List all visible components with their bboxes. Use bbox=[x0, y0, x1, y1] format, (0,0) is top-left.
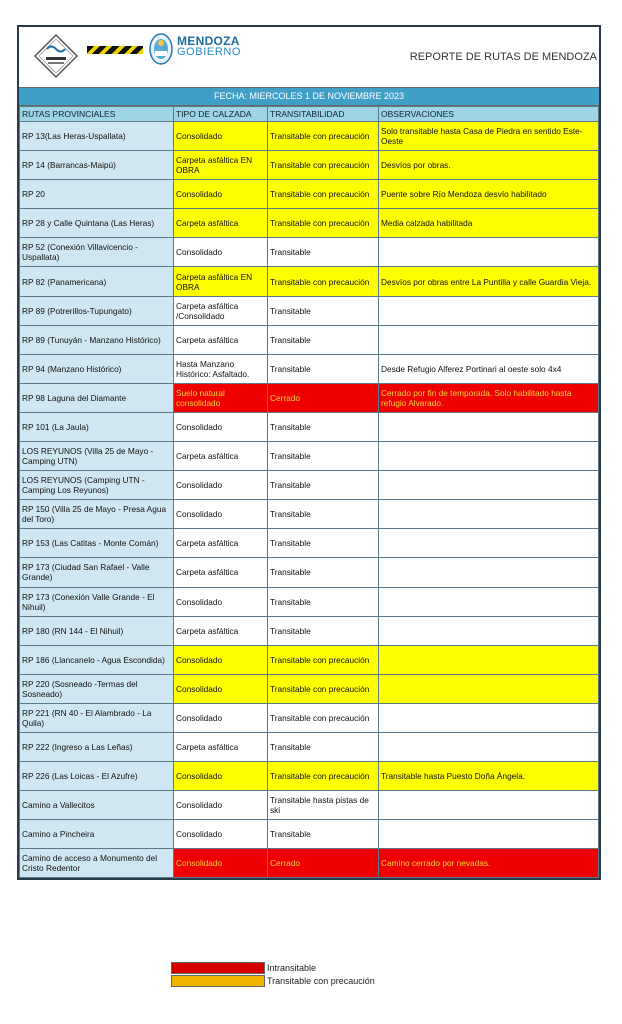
legend-item bbox=[171, 961, 375, 974]
status-cell: Cerrado bbox=[268, 383, 379, 412]
notes-cell bbox=[379, 645, 599, 674]
notes-cell bbox=[379, 558, 599, 587]
surface-cell: Consolidado bbox=[174, 645, 268, 674]
table-row bbox=[20, 558, 599, 587]
status-cell: Transitable bbox=[268, 412, 379, 441]
column-header-notes: OBSERVACIONES bbox=[379, 107, 599, 122]
legend-label: Intransitable bbox=[267, 962, 317, 973]
routes-table bbox=[19, 106, 599, 878]
surface-cell: Carpeta asfáltica /Consolidado bbox=[174, 296, 268, 325]
status-cell: Transitable bbox=[268, 732, 379, 761]
table-row bbox=[20, 762, 599, 791]
notes-cell: Desvíos por obras. bbox=[379, 151, 599, 180]
route-cell: RP 94 (Manzano Histórico) bbox=[20, 354, 174, 383]
notes-cell bbox=[379, 296, 599, 325]
brand-line-2: GOBIERNO bbox=[177, 46, 242, 58]
status-cell: Transitable hasta pistas de ski bbox=[268, 791, 379, 820]
route-cell: RP 14 (Barrancas-Maipú) bbox=[20, 151, 174, 180]
legend bbox=[171, 961, 375, 987]
table-row bbox=[20, 791, 599, 820]
status-cell: Transitable con precaución bbox=[268, 762, 379, 791]
surface-cell: Consolidado bbox=[174, 412, 268, 441]
route-cell: RP 173 (Ciudad San Rafael - Valle Grande) bbox=[20, 558, 174, 587]
status-cell: Transitable con precaución bbox=[268, 209, 379, 238]
route-cell: Camino a Pincheira bbox=[20, 820, 174, 849]
table-row bbox=[20, 267, 599, 296]
legend-item bbox=[171, 974, 375, 987]
status-cell: Transitable bbox=[268, 529, 379, 558]
table-row bbox=[20, 529, 599, 558]
surface-cell: Consolidado bbox=[174, 471, 268, 500]
column-header-status: TRANSITABILIDAD bbox=[268, 107, 379, 122]
status-cell: Transitable bbox=[268, 500, 379, 529]
surface-cell: Consolidado bbox=[174, 791, 268, 820]
status-cell: Transitable con precaución bbox=[268, 703, 379, 732]
status-cell: Transitable bbox=[268, 325, 379, 354]
table-row bbox=[20, 383, 599, 412]
mendoza-brand bbox=[177, 36, 241, 58]
notes-cell: Camino cerrado por nevadas. bbox=[379, 849, 599, 878]
route-cell: RP 221 (RN 40 - El Alambrado - La Quila) bbox=[20, 703, 174, 732]
notes-cell bbox=[379, 238, 599, 267]
notes-cell: Desvíos por obras entre La Puntilla y calle Guardia Vieja. bbox=[379, 267, 599, 296]
route-cell: RP 98 Laguna del Diamante bbox=[20, 383, 174, 412]
status-cell: Transitable con precaución bbox=[268, 267, 379, 296]
status-cell: Cerrado bbox=[268, 849, 379, 878]
surface-cell: Consolidado bbox=[174, 122, 268, 151]
surface-cell: Carpeta asfáltica EN OBRA bbox=[174, 151, 268, 180]
surface-cell: Consolidado bbox=[174, 587, 268, 616]
notes-cell: Media calzada habilitada bbox=[379, 209, 599, 238]
notes-cell bbox=[379, 442, 599, 471]
vialidad-logo-icon bbox=[33, 33, 79, 79]
route-cell: RP 150 (Villa 25 de Mayo - Presa Agua del Toro) bbox=[20, 500, 174, 529]
notes-cell: Puente sobre Río Mendoza desvío habilitado bbox=[379, 180, 599, 209]
table-row bbox=[20, 849, 599, 878]
route-cell: RP 220 (Sosneado -Termas del Sosneado) bbox=[20, 674, 174, 703]
notes-cell bbox=[379, 674, 599, 703]
route-cell: RP 20 bbox=[20, 180, 174, 209]
status-cell: Transitable con precaución bbox=[268, 122, 379, 151]
report-sheet bbox=[17, 25, 601, 880]
notes-cell: Solo transitable hasta Casa de Piedra en sentido Este-Oeste bbox=[379, 122, 599, 151]
surface-cell: Consolidado bbox=[174, 674, 268, 703]
brand-line-1: MENDOZA bbox=[177, 34, 240, 48]
route-cell: RP 153 (Las Catitas - Monte Comán) bbox=[20, 529, 174, 558]
table-row bbox=[20, 122, 599, 151]
report-header bbox=[19, 27, 599, 88]
surface-cell: Consolidado bbox=[174, 762, 268, 791]
route-cell: RP 222 (Ingreso a Las Leñas) bbox=[20, 732, 174, 761]
table-row bbox=[20, 587, 599, 616]
route-cell: RP 101 (La Jaula) bbox=[20, 412, 174, 441]
table-row bbox=[20, 500, 599, 529]
report-title: REPORTE DE RUTAS DE MENDOZA bbox=[409, 51, 597, 63]
route-cell: RP 28 y Calle Quintana (Las Heras) bbox=[20, 209, 174, 238]
route-cell: RP 89 (Potrerillos-Tupungato) bbox=[20, 296, 174, 325]
status-cell: Transitable bbox=[268, 616, 379, 645]
route-cell: RP 52 (Conexión Villavicencio - Uspallata) bbox=[20, 238, 174, 267]
table-row bbox=[20, 732, 599, 761]
column-header-route: RUTAS PROVINCIALES bbox=[20, 107, 174, 122]
surface-cell: Consolidado bbox=[174, 238, 268, 267]
surface-cell: Consolidado bbox=[174, 500, 268, 529]
table-row bbox=[20, 674, 599, 703]
notes-cell bbox=[379, 587, 599, 616]
surface-cell: Carpeta asfáltica bbox=[174, 616, 268, 645]
surface-cell: Hasta Manzano Histórico: Asfaltado. bbox=[174, 354, 268, 383]
status-cell: Transitable bbox=[268, 354, 379, 383]
table-row bbox=[20, 354, 599, 383]
status-cell: Transitable bbox=[268, 238, 379, 267]
table-row bbox=[20, 238, 599, 267]
date-bar: FECHA: MIERCOLES 1 DE NOVIEMBRE 2023 bbox=[19, 88, 599, 106]
route-cell: RP 180 (RN 144 - El Nihuil) bbox=[20, 616, 174, 645]
surface-cell: Carpeta asfáltica EN OBRA bbox=[174, 267, 268, 296]
notes-cell bbox=[379, 412, 599, 441]
hazard-stripes bbox=[87, 46, 143, 54]
status-cell: Transitable con precaución bbox=[268, 151, 379, 180]
table-row bbox=[20, 645, 599, 674]
surface-cell: Carpeta asfáltica bbox=[174, 732, 268, 761]
status-cell: Transitable bbox=[268, 471, 379, 500]
table-row bbox=[20, 209, 599, 238]
notes-cell bbox=[379, 791, 599, 820]
route-cell: RP 226 (Las Loicas - El Azufre) bbox=[20, 762, 174, 791]
table-header-row bbox=[20, 107, 599, 122]
surface-cell: Carpeta asfáltica bbox=[174, 442, 268, 471]
notes-cell bbox=[379, 529, 599, 558]
notes-cell: Cerrado por fin de temporada. Solo habilitado hasta refugio Alvarado. bbox=[379, 383, 599, 412]
status-cell: Transitable bbox=[268, 558, 379, 587]
route-cell: RP 173 (Conexión Valle Grande - El Nihuil) bbox=[20, 587, 174, 616]
route-cell: LOS REYUNOS (Villa 25 de Mayo - Camping UTN) bbox=[20, 442, 174, 471]
table-row bbox=[20, 616, 599, 645]
notes-cell bbox=[379, 703, 599, 732]
notes-cell: Desde Refugio Alferez Portinari al oeste solo 4x4 bbox=[379, 354, 599, 383]
table-row bbox=[20, 412, 599, 441]
surface-cell: Carpeta asfáltica bbox=[174, 209, 268, 238]
notes-cell bbox=[379, 325, 599, 354]
legend-swatch-red bbox=[171, 962, 265, 974]
notes-cell bbox=[379, 500, 599, 529]
column-header-surface: TIPO DE CALZADA bbox=[174, 107, 268, 122]
route-cell: RP 82 (Panamericana) bbox=[20, 267, 174, 296]
surface-cell: Consolidado bbox=[174, 180, 268, 209]
legend-swatch-orange bbox=[171, 975, 265, 987]
status-cell: Transitable bbox=[268, 442, 379, 471]
notes-cell bbox=[379, 820, 599, 849]
status-cell: Transitable con precaución bbox=[268, 674, 379, 703]
table-row bbox=[20, 442, 599, 471]
route-cell: Camino de acceso a Monumento del Cristo Redentor bbox=[20, 849, 174, 878]
surface-cell: Carpeta asfáltica bbox=[174, 325, 268, 354]
status-cell: Transitable bbox=[268, 820, 379, 849]
route-cell: LOS REYUNOS (Camping UTN - Camping Los Reyunos) bbox=[20, 471, 174, 500]
route-cell: RP 89 (Tunuyán - Manzano Histórico) bbox=[20, 325, 174, 354]
legend-label: Transitable con precaución bbox=[267, 975, 375, 986]
route-cell: RP 186 (Llancanelo - Agua Escondida) bbox=[20, 645, 174, 674]
status-cell: Transitable bbox=[268, 296, 379, 325]
surface-cell: Consolidado bbox=[174, 703, 268, 732]
table-row bbox=[20, 471, 599, 500]
table-row bbox=[20, 325, 599, 354]
surface-cell: Consolidado bbox=[174, 820, 268, 849]
notes-cell bbox=[379, 732, 599, 761]
table-row bbox=[20, 151, 599, 180]
status-cell: Transitable con precaución bbox=[268, 180, 379, 209]
surface-cell: Consolidado bbox=[174, 849, 268, 878]
notes-cell bbox=[379, 471, 599, 500]
notes-cell bbox=[379, 616, 599, 645]
surface-cell: Carpeta asfáltica bbox=[174, 558, 268, 587]
table-row bbox=[20, 703, 599, 732]
table-row bbox=[20, 296, 599, 325]
route-cell: RP 13(Las Heras-Uspallata) bbox=[20, 122, 174, 151]
table-row bbox=[20, 820, 599, 849]
status-cell: Transitable con precaución bbox=[268, 645, 379, 674]
surface-cell: Carpeta asfáltica bbox=[174, 529, 268, 558]
route-cell: Camino a Vallecitos bbox=[20, 791, 174, 820]
notes-cell: Transitable hasta Puesto Doña Ángela. bbox=[379, 762, 599, 791]
mendoza-shield-icon bbox=[149, 33, 173, 65]
table-row bbox=[20, 180, 599, 209]
status-cell: Transitable bbox=[268, 587, 379, 616]
surface-cell: Suelo natural consolidado bbox=[174, 383, 268, 412]
